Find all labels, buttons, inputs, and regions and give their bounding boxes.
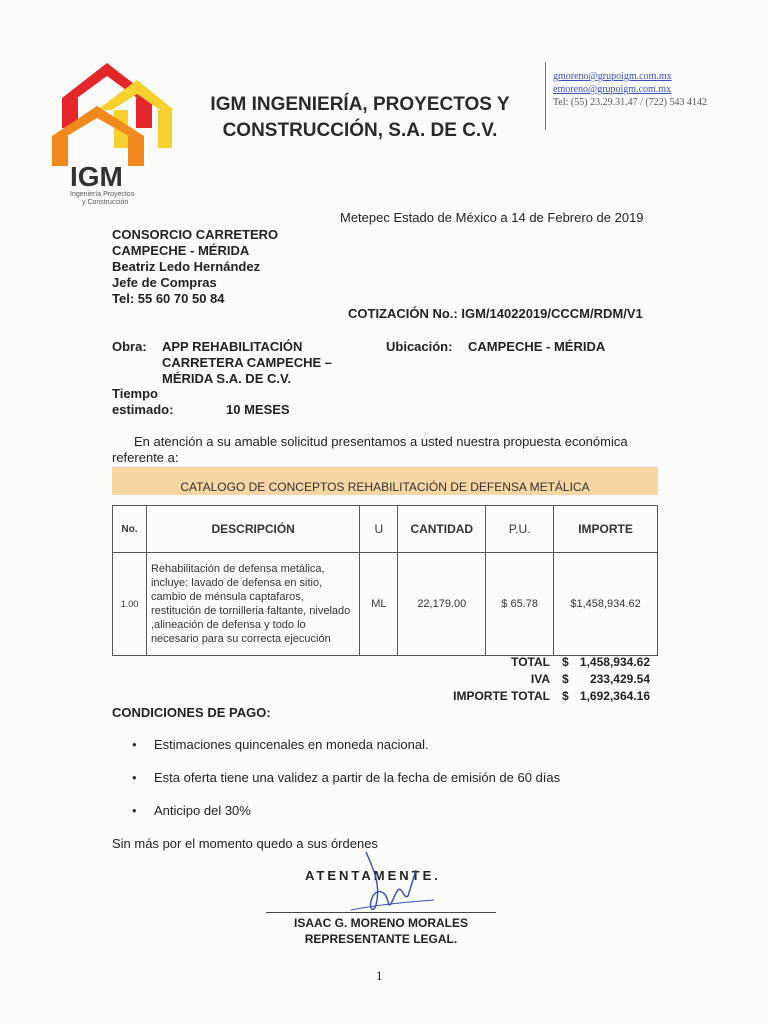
obra-line3: MÉRIDA S.A. DE C.V. [162,371,292,386]
total-label: TOTAL [511,655,550,669]
importe-total-value: 1,692,364.16 [579,689,650,703]
col-header-importe: IMPORTE [554,506,658,553]
importe-total-currency: $ [562,689,569,703]
col-header-pu: P.U. [486,506,554,553]
list-item: • Esta oferta tiene una validez a partir de la fecha de emisión de 60 días [112,761,560,794]
importe-total-label: IMPORTE TOTAL [453,689,550,703]
signature-image [346,850,436,920]
contact-block [553,70,707,109]
company-name-line1: IGM INGENIERÍA, PROYECTOS Y [210,94,510,115]
recipient-line1: CONSORCIO CARRETERO [112,227,279,242]
cell-no: 1.00 [113,553,147,656]
catalog-title: CATALOGO DE CONCEPTOS REHABILITACIÓN DE DEFENSA METÁLICA [112,467,658,495]
company-name-line2: CONSTRUCCIÓN, S.A. DE C.V. [222,120,498,141]
email-link-2[interactable]: emoreno@grupoigm.com.mx [553,84,672,95]
iva-value: 233,429.54 [589,672,650,686]
igm-logo [52,58,177,208]
cell-pu: $ 65.78 [486,553,554,656]
signer-name: ISAAC G. MORENO MORALES [293,916,468,930]
signer-block [266,915,496,947]
company-name [190,92,530,144]
email-link-1[interactable]: gmoreno@grupoigm.com.mx [553,71,672,82]
place-date: Metepec Estado de México a 14 de Febrero de 2019 [340,210,644,225]
iva-row [440,672,660,689]
obra-line1: APP REHABILITACIÓN [162,339,303,354]
logo-graphic [52,58,177,208]
list-item: • Estimaciones quincenales en moneda nacional. [112,728,560,761]
conditions-title: CONDICIONES DE PAGO: [112,705,271,720]
conditions-list [112,728,560,827]
obra-value [162,339,362,387]
col-header-descripcion: DESCRIPCIÓN [146,506,359,553]
total-currency: $ [562,655,569,669]
importe-total-row [440,689,660,706]
cell-importe: $1,458,934.62 [554,553,658,656]
list-item: • Anticipo del 30% [112,794,560,827]
recipient-role: Jefe de Compras [112,275,217,290]
logo-text: IGM [70,161,123,192]
intro-text: En atención a su amable solicitud presentamos a usted nuestra propuesta económica referente a: [112,434,628,465]
logo-subtext-1: Ingeniería Proyectos [70,191,135,198]
table-header-row [113,506,658,553]
col-header-cantidad: CANTIDAD [398,506,486,553]
tiempo-label [112,386,182,418]
ubicacion-value: CAMPECHE - MÉRIDA [468,339,606,354]
page-number: 1 [376,968,383,983]
signer-title: REPRESENTANTE LEGAL. [304,932,458,946]
obra-line2: CARRETERA CAMPECHE – [162,355,332,370]
closing-text: Sin más por el momento quedo a sus órdenes [112,836,378,851]
totals-block [440,655,660,706]
atentamente-text: ATENTAMENTE. [305,868,441,883]
table-row [113,553,658,656]
cell-cantidad: 22,179.00 [398,553,486,656]
logo-subtext-2: y Construcción [82,199,129,206]
obra-label: Obra: [112,339,147,354]
cell-descripcion: Rehabilitación de defensa metálica, incluye: lavado de defensa en sitio, cambio de ménsula captafaros, restitución de tornilleria faltante, nivelado ,alineación de defensa y todo lo necesario para su correcta ejecución [146,553,359,656]
cell-u: ML [360,553,398,656]
col-header-no: No. [113,506,147,553]
quote-number: COTIZACIÓN No.: IGM/14022019/CCCM/RDM/V1 [348,306,643,321]
header-divider [545,62,546,130]
recipient-line2: CAMPECHE - MÉRIDA [112,243,250,258]
iva-currency: $ [562,672,569,686]
col-header-u: U [360,506,398,553]
signature-line [266,912,496,913]
tiempo-value: 10 MESES [226,402,290,417]
ubicacion-label: Ubicación: [386,339,453,354]
recipient-tel: Tel: 55 60 70 50 84 [112,291,225,306]
tiempo-label-line1: Tiempo [112,386,158,401]
tiempo-label-line2: estimado: [112,402,174,417]
recipient-name: Beatriz Ledo Hernández [112,259,261,274]
recipient-block [112,227,278,307]
total-value: 1,458,934.62 [579,655,650,669]
total-row [440,655,660,672]
concepts-table [112,505,658,656]
phone-text: Tel: (55) 23.29.31.47 / (722) 543 4142 [553,97,708,108]
iva-label: IVA [530,672,550,686]
